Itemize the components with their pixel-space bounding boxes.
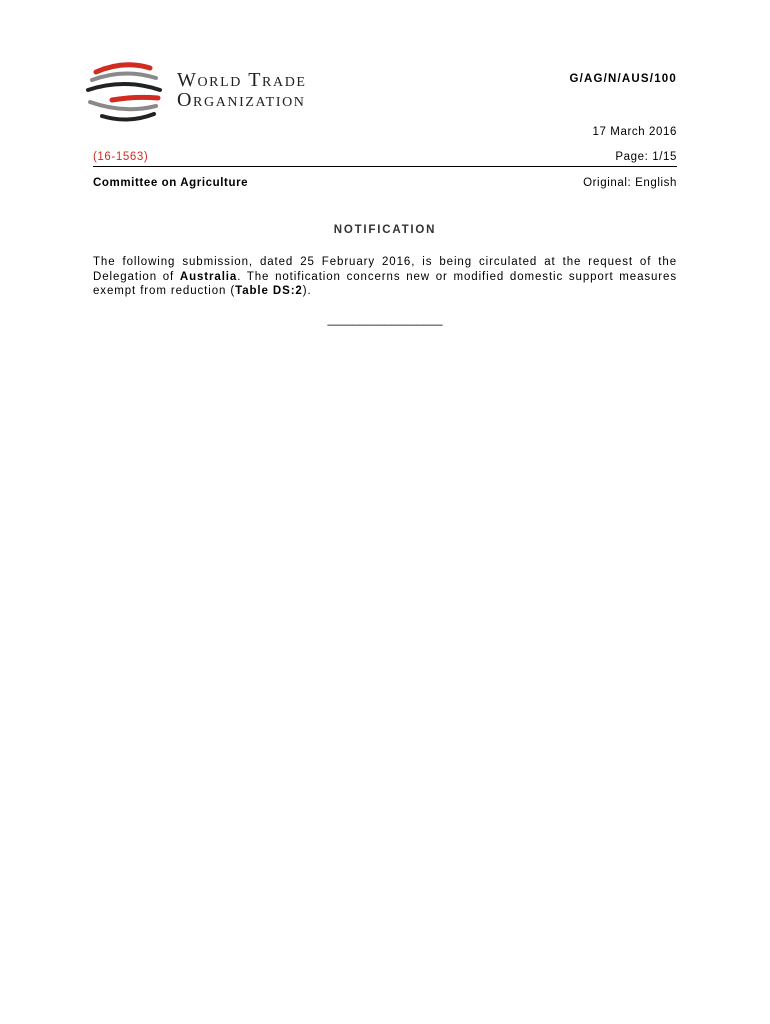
wto-emblem-icon: [84, 58, 164, 128]
page-number: Page: 1/15: [615, 151, 677, 163]
wto-logo: [84, 58, 334, 128]
wordmark-line-2: Organization: [177, 89, 306, 111]
wto-wordmark: [177, 70, 307, 110]
para-country: Australia: [179, 270, 238, 283]
committee-name: Committee on Agriculture: [93, 177, 249, 189]
para-table-ref: Table DS:2: [235, 285, 303, 297]
notification-paragraph: [93, 255, 677, 299]
para-text-1: The following submission, dated 25 February 2016, is being circulated at the request of the Delegation of: [93, 256, 677, 283]
para-text-2: . The notification concerns new or modified domestic support measures exempt from reduction (: [93, 270, 677, 297]
header-rule: [93, 166, 677, 167]
document-date: 17 March 2016: [592, 126, 677, 138]
end-separator: __________________: [327, 314, 443, 326]
original-language: Original: English: [583, 177, 677, 189]
wordmark-line-1: World Trade: [177, 69, 307, 91]
notification-heading: NOTIFICATION: [333, 224, 437, 236]
document-symbol: G/AG/N/AUS/100: [569, 73, 677, 85]
document-reference: (16-1563): [93, 151, 149, 163]
para-text-3: ).: [302, 285, 312, 297]
